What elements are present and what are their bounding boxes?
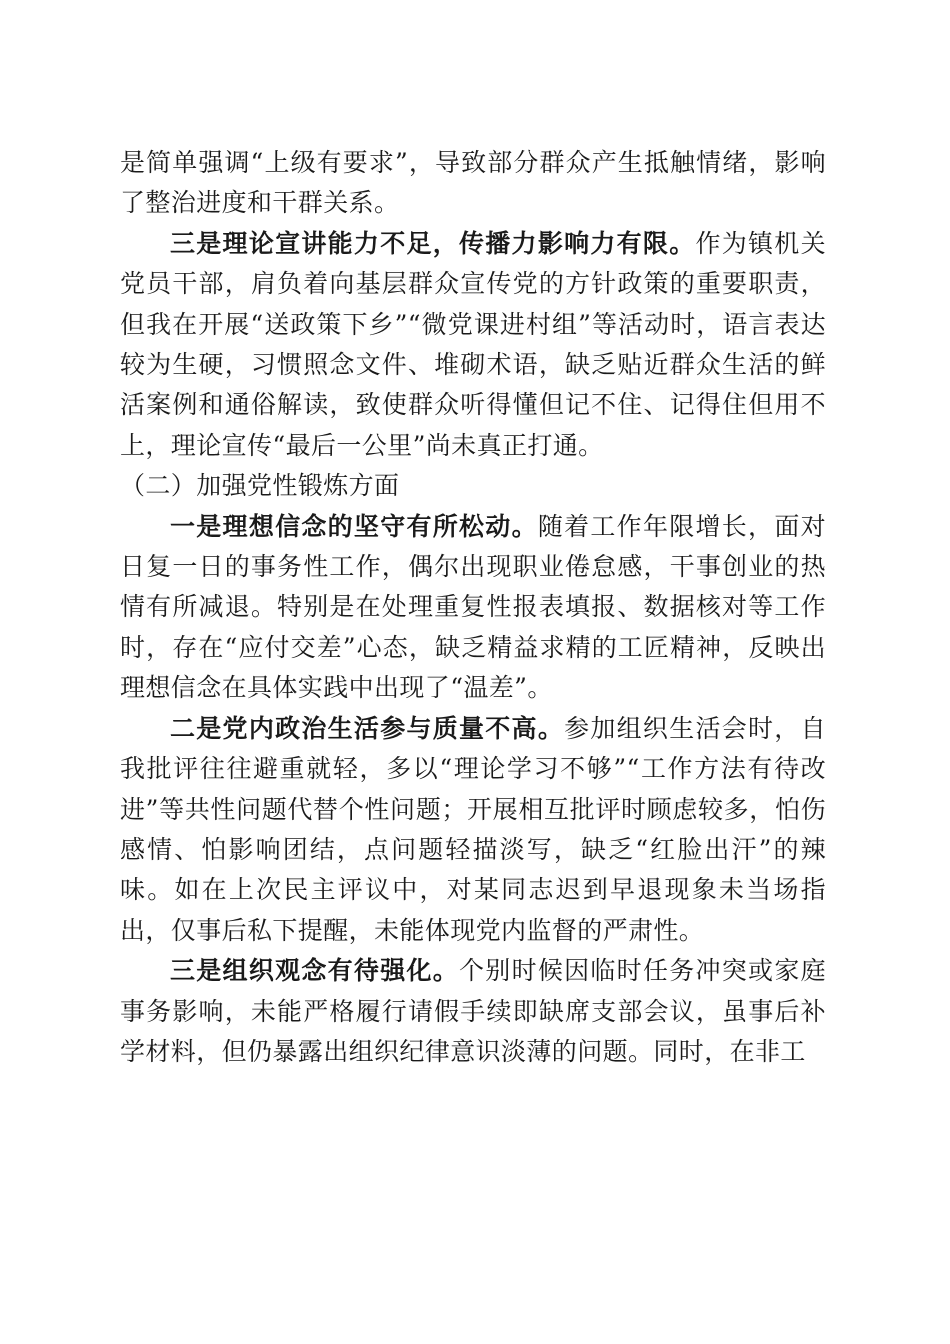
document-body (120, 143, 826, 1072)
paragraph-continuation (120, 143, 826, 224)
paragraph-text: 随着工作年限增长，面对日复一日的事务性工作，偶尔出现职业倦怠感，干事创业的热情有所减退。特别是在处理重复性报表填报、数据核对等工作时，存在“应付交差”心态，缺乏精益求精的工匠精神，反映出理想信念在具体实践中出现了“温差”。 (120, 511, 826, 703)
paragraph-text: 个别时候因临时任务冲突或家庭事务影响，未能严格履行请假手续即缺席支部会议，虽事后补学材料，但仍暴露出组织纪律意识淡薄的问题。同时，在非工 (120, 956, 826, 1066)
paragraph-lead: 三是理论宣讲能力不足，传播力影响力有限。 (170, 228, 696, 258)
paragraph-lead: 二是党内政治生活参与质量不高。 (170, 713, 565, 743)
paragraph-lead: 一是理想信念的坚守有所松动。 (170, 511, 538, 541)
paragraph-organization-concept (120, 951, 826, 1072)
section-heading (120, 466, 826, 506)
paragraph-propaganda-ability (120, 224, 826, 466)
paragraph-text: 参加组织生活会时，自我批评往往避重就轻，多以“理论学习不够”“工作方法有待改进”等共性问题代替个性问题；开展相互批评时顾虑较多，怕伤感情、怕影响团结，点问题轻描淡写，缺乏“红脸出汗”的辣味。如在上次民主评议中，对某同志迟到早退现象未当场指出，仅事后私下提醒，未能体现党内监督的严肃性。 (120, 713, 826, 945)
paragraph-text: 是简单强调“上级有要求”，导致部分群众产生抵触情绪，影响了整治进度和干群关系。 (120, 148, 826, 218)
paragraph-political-life (120, 709, 826, 951)
paragraph-ideals-beliefs (120, 507, 826, 709)
section-heading-text: （二）加强党性锻炼方面 (120, 471, 400, 501)
paragraph-lead: 三是组织观念有待强化。 (170, 956, 460, 986)
paragraph-text: 作为镇机关党员干部，肩负着向基层群众宣传党的方针政策的重要职责，但我在开展“送政策下乡”“微党课进村组”等活动时，语言表达较为生硬，习惯照念文件、堆砌术语，缺乏贴近群众生活的鲜活案例和通俗解读，致使群众听得懂但记不住、记得住但用不上，理论宣传“最后一公里”尚未真正打通。 (120, 228, 826, 460)
